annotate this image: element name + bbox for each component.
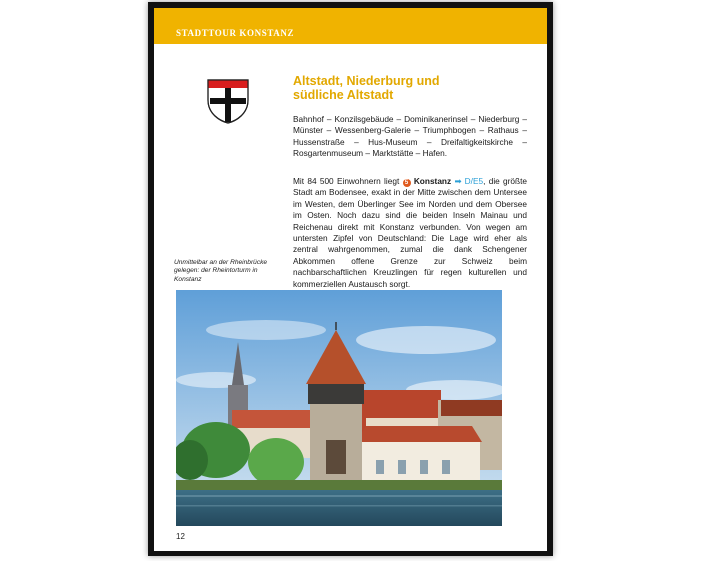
konstanz-coat-of-arms bbox=[206, 78, 250, 124]
rheintorturm-photo bbox=[176, 290, 502, 526]
running-header: STADTTOUR KONSTANZ bbox=[176, 28, 295, 38]
sights-list: Bahnhof – Konzilsgebäude – Dominikanerinsel – Niederburg – Münster – Wessenberg-Galerie – Triumphbogen – Rathaus – Hussenstraße – Hus-Museum – Dreifaltigkeitskirche – Rosgartenmuseum – Marktstätte – Hafen. bbox=[293, 114, 527, 159]
intro-text: , die größte Stadt am Bodensee, exakt in der Mitte zwischen dem Untersee im Westen, dem Überlinger See im Norden und dem Obersee im Osten. Noch dazu sind die beiden Inseln Mainau und Reichenau direkt mit Konstanz verbunden. Von wegen am untersten Zipfel von Deutschland: Die Lage wird eher als zentral wahrgenommen, zumal die dank Schengener Abkommen offene Grenze zur Schweiz beim nachbarschaftlichen Kreuzlingen für regen kulturellen und kommerziellen Austausch sorgt. bbox=[293, 176, 528, 289]
map-arrow-icon: ➡ bbox=[454, 176, 462, 186]
photo-caption: Unmittelbar an der Rheinbrücke gelegen: der Rheintorturm in Konstanz bbox=[174, 259, 268, 283]
header-band bbox=[154, 8, 547, 44]
section-heading-line2: südliche Altstadt bbox=[293, 88, 394, 102]
intro-paragraph bbox=[293, 176, 527, 290]
city-name: Konstanz bbox=[413, 176, 452, 186]
section-heading-line1: Altstadt, Niederburg und bbox=[293, 74, 440, 88]
map-pin-icon: 5 bbox=[403, 179, 411, 187]
book bbox=[148, 2, 553, 556]
page-number: 12 bbox=[176, 532, 185, 541]
section-heading bbox=[293, 74, 533, 102]
map-reference: D/E5 bbox=[464, 176, 484, 186]
book-page bbox=[154, 8, 547, 551]
intro-lead: Mit 84 500 Einwohnern liegt bbox=[293, 176, 400, 186]
